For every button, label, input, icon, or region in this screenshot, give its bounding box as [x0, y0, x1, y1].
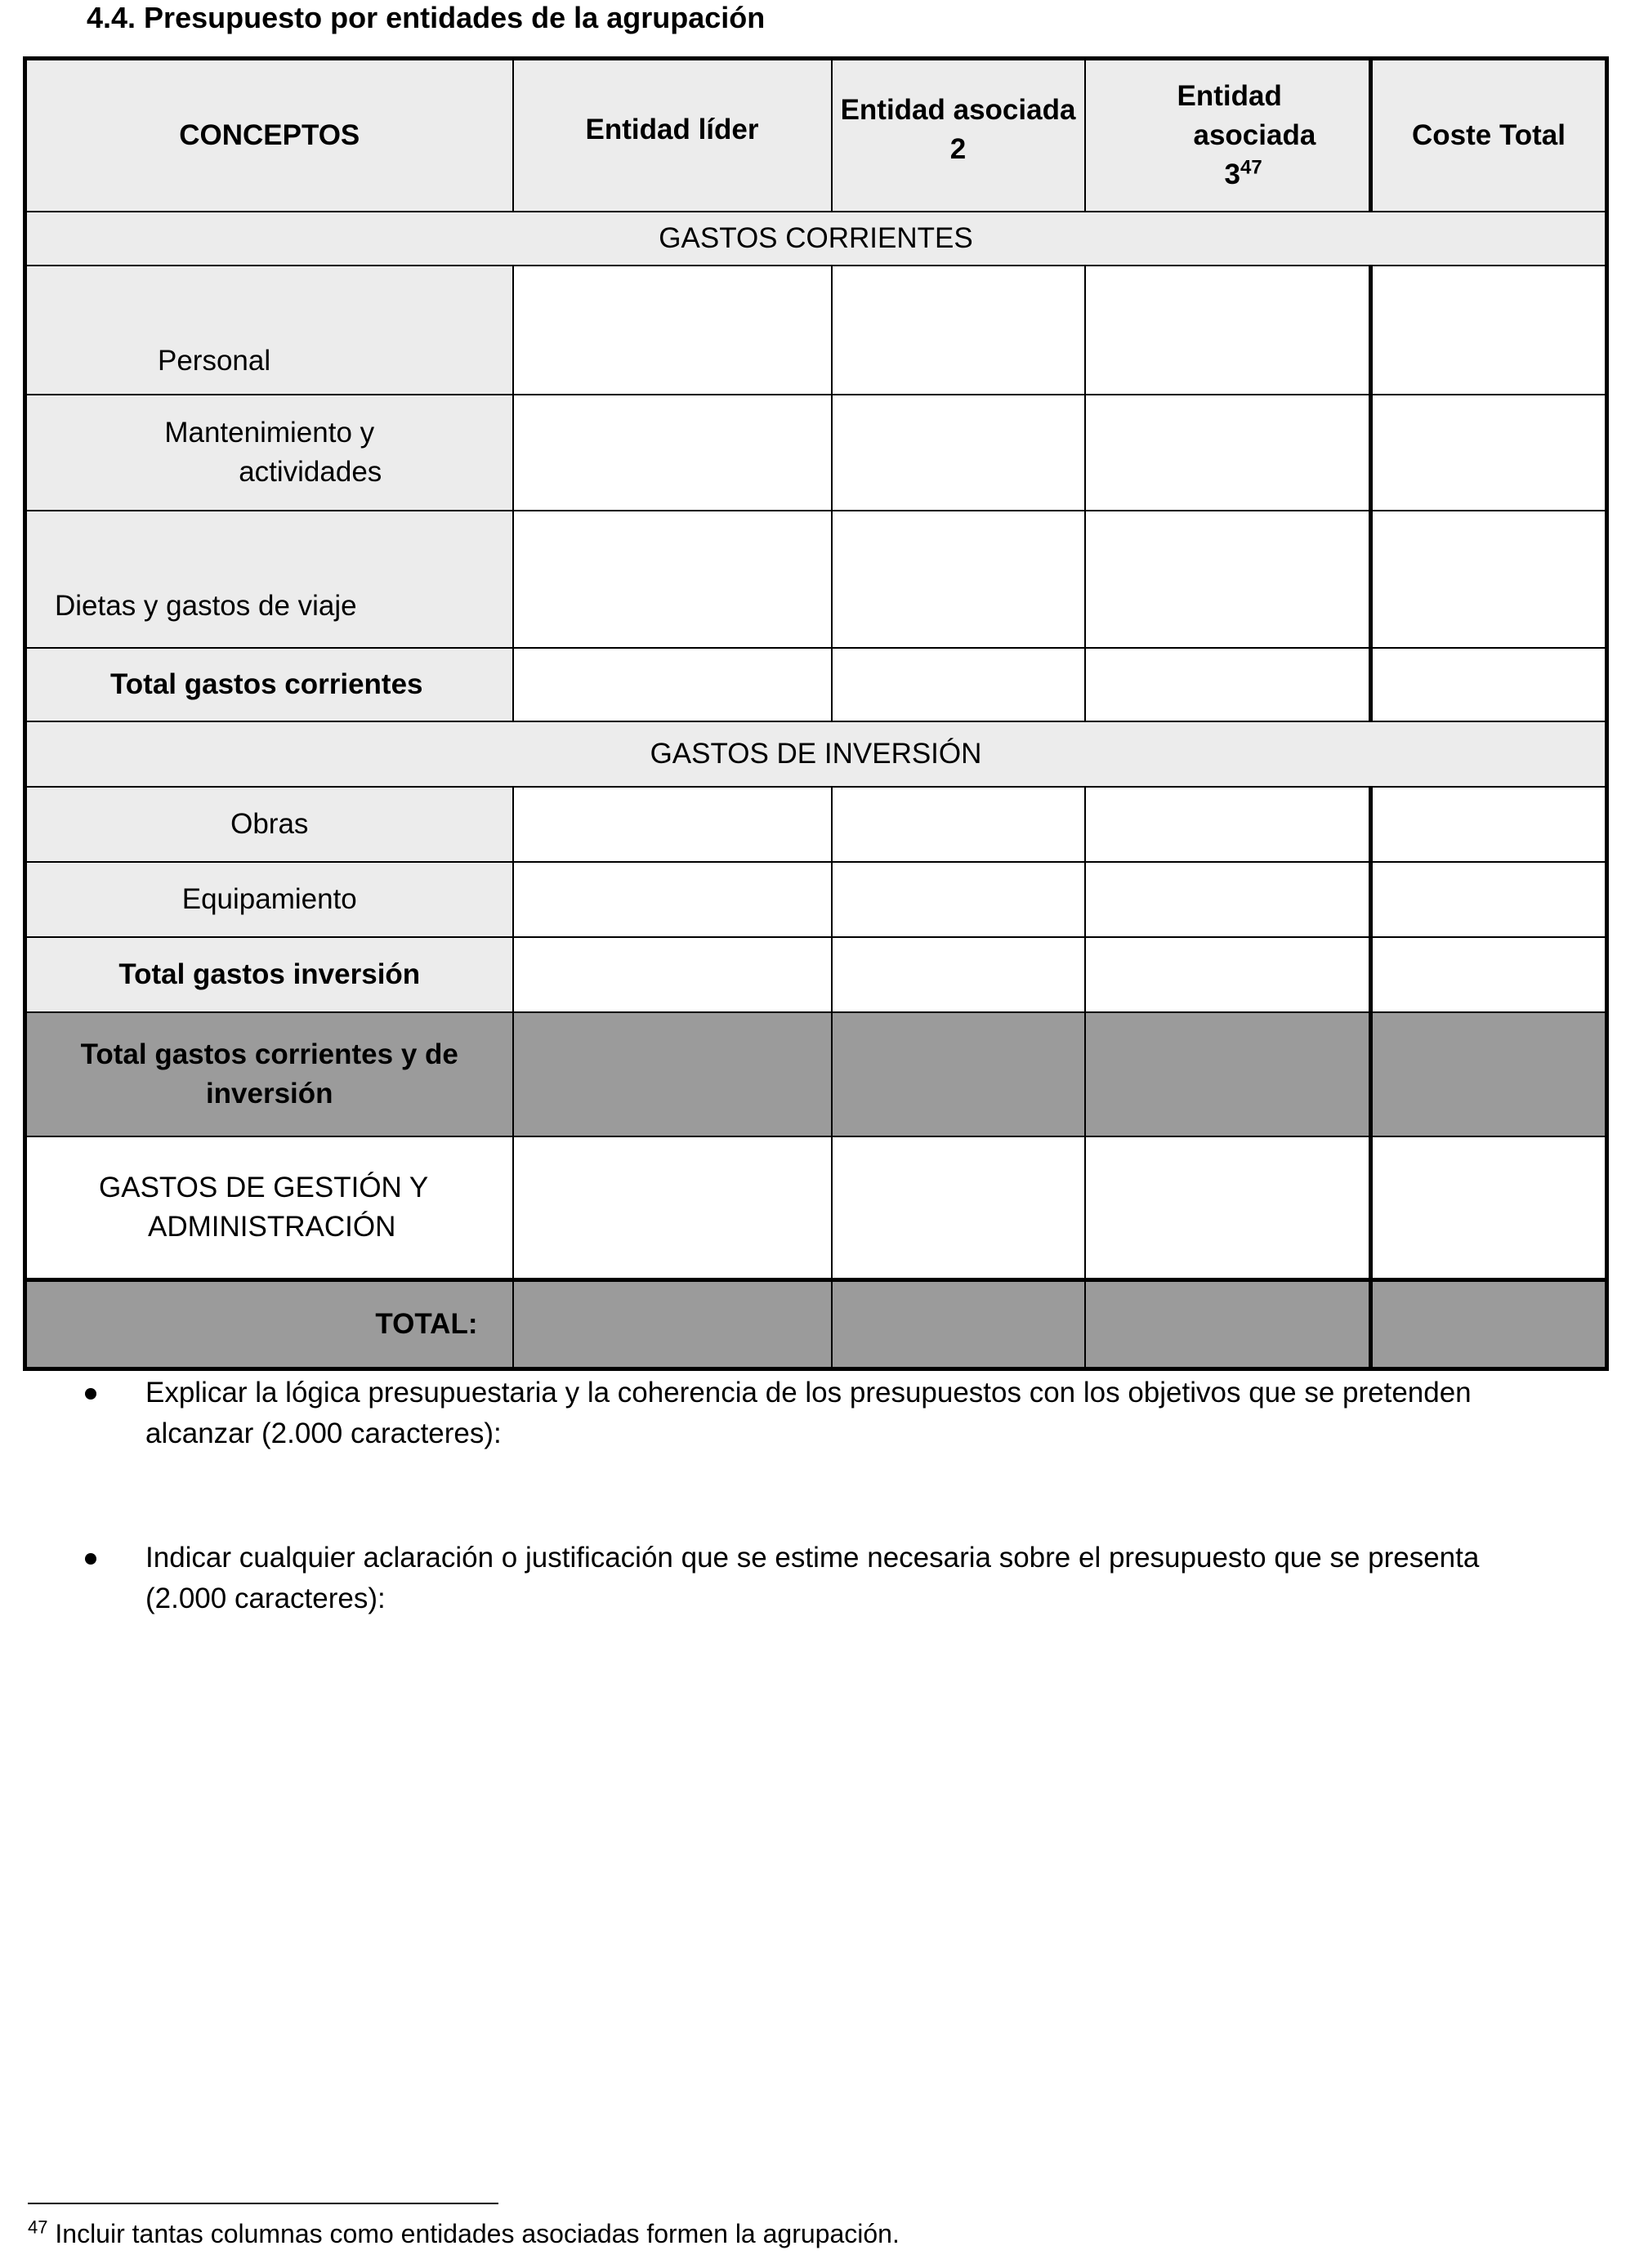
input-cell[interactable] [832, 266, 1085, 395]
footnote-divider [28, 2203, 498, 2204]
input-cell[interactable] [1085, 266, 1371, 395]
table-row [25, 395, 1607, 511]
footnote-text: Incluir tantas columnas como entidades asociadas formen la agrupación. [47, 2219, 900, 2248]
table-row-grand-total [25, 1012, 1607, 1136]
table-row [25, 862, 1607, 937]
input-cell[interactable] [1371, 787, 1607, 862]
row-label-works: Obras [25, 787, 513, 862]
input-cell[interactable] [513, 395, 832, 511]
table-row-final-total [25, 1280, 1607, 1369]
footnote-number: 47 [28, 2217, 48, 2238]
row-label-equipment: Equipamiento [25, 862, 513, 937]
input-cell[interactable] [1371, 937, 1607, 1012]
input-cell[interactable] [513, 787, 832, 862]
header-associated-entity-2: Entidad asociada 2 [832, 59, 1085, 212]
bullet-icon [85, 1388, 96, 1400]
bullet-text: Indicar cualquier aclaración o justificación que se estime necesaria sobre el presupuesto que se presenta (2.000 caracteres): [145, 1542, 1480, 1614]
header-lead-entity: Entidad líder [513, 59, 832, 212]
section-row-current-expenses [25, 212, 1607, 266]
input-cell[interactable] [1085, 1280, 1371, 1369]
header-total-cost: Coste Total [1371, 59, 1607, 212]
table-row [25, 511, 1607, 648]
input-cell[interactable] [1371, 511, 1607, 648]
table-row [25, 937, 1607, 1012]
header-associated-entity-3: Entidad asociada $3^{47}$ [1085, 59, 1371, 212]
row-label-grand-total: Total gastos corrientes y de inversión [25, 1012, 513, 1136]
input-cell[interactable] [1371, 1012, 1607, 1136]
bullet-text: Explicar la lógica presupuestaria y la coherencia de los presupuestos con los objetivos que se pretenden alcanzar (2.000 caracteres): [145, 1377, 1472, 1449]
budget-table [23, 56, 1609, 1371]
input-cell[interactable] [513, 1136, 832, 1280]
input-cell[interactable] [832, 1136, 1085, 1280]
row-label-total-current: Total gastos corrientes [25, 648, 513, 721]
row-label-management: GASTOS DE GESTIÓN Y ADMINISTRACIÓN [25, 1136, 513, 1280]
input-cell[interactable] [832, 1280, 1085, 1369]
row-label-total-investment: Total gastos inversión [25, 937, 513, 1012]
section-title: 4.4. Presupuesto por entidades de la agrupación [87, 1, 766, 34]
input-cell[interactable] [1085, 511, 1371, 648]
input-cell[interactable] [513, 862, 832, 937]
table-row [25, 787, 1607, 862]
input-cell[interactable] [513, 266, 832, 395]
list-item [92, 1373, 1562, 1454]
footnote-reference: 47 [1240, 156, 1262, 179]
footnote [28, 2216, 900, 2252]
input-cell[interactable] [1085, 1136, 1371, 1280]
input-cell[interactable] [1371, 862, 1607, 937]
input-cell[interactable] [513, 1012, 832, 1136]
input-cell[interactable] [832, 648, 1085, 721]
table-row [25, 1136, 1607, 1280]
input-cell[interactable] [1371, 648, 1607, 721]
row-label-personal: Personal [25, 266, 513, 395]
input-cell[interactable] [1371, 395, 1607, 511]
list-item [92, 1538, 1562, 1619]
table-row [25, 266, 1607, 395]
input-cell[interactable] [832, 511, 1085, 648]
row-label-travel: Dietas y gastos de viaje [25, 511, 513, 648]
input-cell[interactable] [832, 1012, 1085, 1136]
input-cell[interactable] [1085, 1012, 1371, 1136]
input-cell[interactable] [1371, 266, 1607, 395]
header-concepts: CONCEPTOS [25, 59, 513, 212]
input-cell[interactable] [513, 937, 832, 1012]
input-cell[interactable] [832, 937, 1085, 1012]
input-cell[interactable] [513, 648, 832, 721]
input-cell[interactable] [832, 395, 1085, 511]
section-row-investment-expenses [25, 721, 1607, 787]
input-cell[interactable] [1085, 937, 1371, 1012]
input-cell[interactable] [1085, 395, 1371, 511]
input-cell[interactable] [1371, 1280, 1607, 1369]
input-cell[interactable] [832, 862, 1085, 937]
input-cell[interactable] [1371, 1136, 1607, 1280]
input-cell[interactable] [1085, 862, 1371, 937]
input-cell[interactable] [1085, 648, 1371, 721]
input-cell[interactable] [832, 787, 1085, 862]
section-label: GASTOS DE INVERSIÓN [25, 721, 1607, 787]
table-header-row [25, 59, 1607, 212]
table-row [25, 648, 1607, 721]
section-label: GASTOS CORRIENTES [25, 212, 1607, 266]
input-cell[interactable] [513, 1280, 832, 1369]
row-label-final-total: TOTAL: [25, 1280, 513, 1369]
input-cell[interactable] [1085, 787, 1371, 862]
bullet-icon [85, 1553, 96, 1565]
row-label-maintenance: Mantenimiento y actividades [25, 395, 513, 511]
input-cell[interactable] [513, 511, 832, 648]
